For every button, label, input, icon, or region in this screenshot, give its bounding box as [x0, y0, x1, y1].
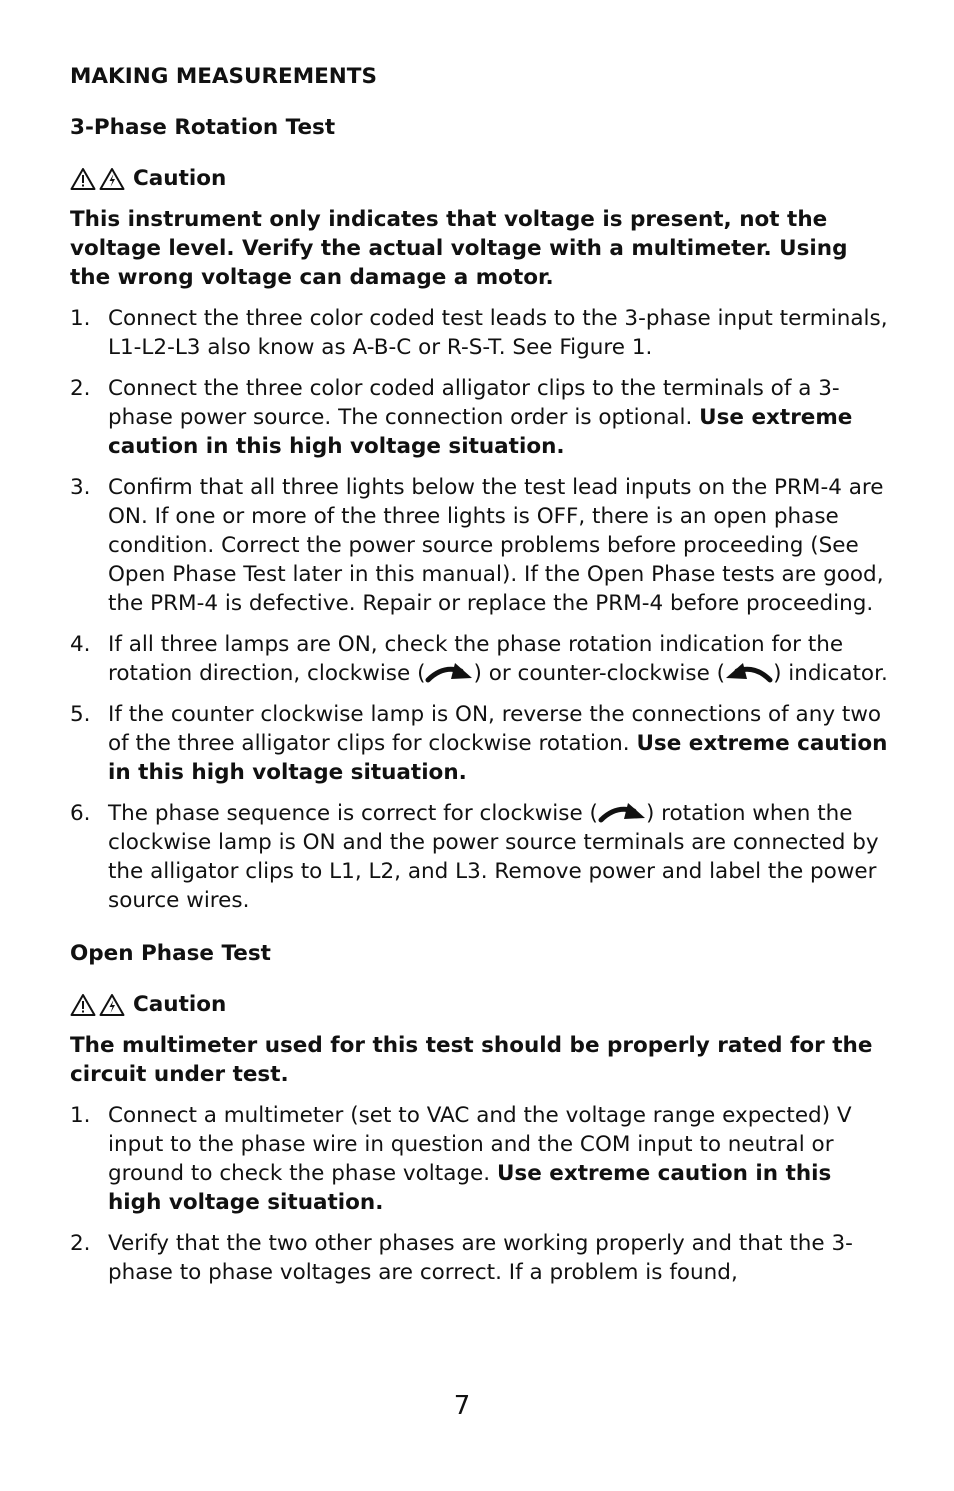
open-phase-steps-list: [70, 1101, 890, 1287]
open-phase-test-title: Open Phase Test: [70, 941, 271, 966]
page-number: 7: [453, 1391, 471, 1421]
counter-clockwise-arrow-icon: [725, 661, 773, 683]
rotation-test-title: 3-Phase Rotation Test: [70, 115, 336, 140]
rotation-steps-list: [70, 304, 890, 915]
clockwise-arrow-icon: [598, 801, 646, 823]
list-item: 5. If the counter clockwise lamp is ON, reverse the connections of any two of the three alligator clips for clockwise rotation. Use extreme caution in this high voltage situation.: [70, 702, 888, 785]
list-item: 1. Connect the three color coded test leads to the 3-phase input terminals, L1-L2-L3 also know as A-B-C or R-S-T. See Figure 1.: [70, 306, 888, 360]
warning-triangle-icon: [70, 167, 96, 191]
list-item: 4. If all three lamps are ON, check the phase rotation indication for the rotation direction, clockwise ( ) or counter-clockwise ( ) indicator.: [70, 632, 888, 686]
caution-heading: [70, 164, 890, 193]
list-item: 1. Connect a multimeter (set to VAC and the voltage range expected) V input to the phase wire in question and the COM input to neutral or ground to check the phase voltage. Use extreme caution in this high voltage situation.: [70, 1103, 852, 1215]
caution-text: The multimeter used for this test should be properly rated for the circuit under test.: [70, 1033, 873, 1087]
warning-icons: [70, 993, 125, 1017]
list-item: 2. Connect the three color coded alligator clips to the terminals of a 3-phase power source. The connection order is optional. Use extreme caution in this high voltage situation.: [70, 376, 853, 459]
electric-hazard-icon: [99, 167, 125, 191]
electric-hazard-icon: [99, 993, 125, 1017]
caution-label: Caution: [133, 992, 227, 1017]
clockwise-arrow-icon: [425, 661, 473, 683]
warning-triangle-icon: [70, 993, 96, 1017]
list-item: 3. Confirm that all three lights below the test lead inputs on the PRM-4 are ON. If one or more of the three lights is OFF, there is an open phase condition. Correct the power source problems before proceeding (See Open Phase Test later in this manual). If the Open Phase tests are good, the PRM-4 is defective. Repair or replace the PRM-4 before proceeding.: [70, 475, 884, 616]
page-content: [70, 62, 890, 1299]
caution-heading: [70, 990, 890, 1019]
warning-icons: [70, 167, 125, 191]
caution-label: Caution: [133, 166, 227, 191]
caution-text: This instrument only indicates that voltage is present, not the voltage level. Verify the actual voltage with a multimeter. Using the wrong voltage can damage a motor.: [70, 207, 848, 290]
list-item: 6. The phase sequence is correct for clockwise ( ) rotation when the clockwise lamp is ON and the power source terminals are connected by the alligator clips to L1, L2, and L3. Remove power and label the power source wires.: [70, 801, 879, 913]
section-header: MAKING MEASUREMENTS: [70, 64, 377, 89]
list-item: 2. Verify that the two other phases are working properly and that the 3-phase to phase voltages are correct. If a problem is found,: [70, 1231, 853, 1285]
